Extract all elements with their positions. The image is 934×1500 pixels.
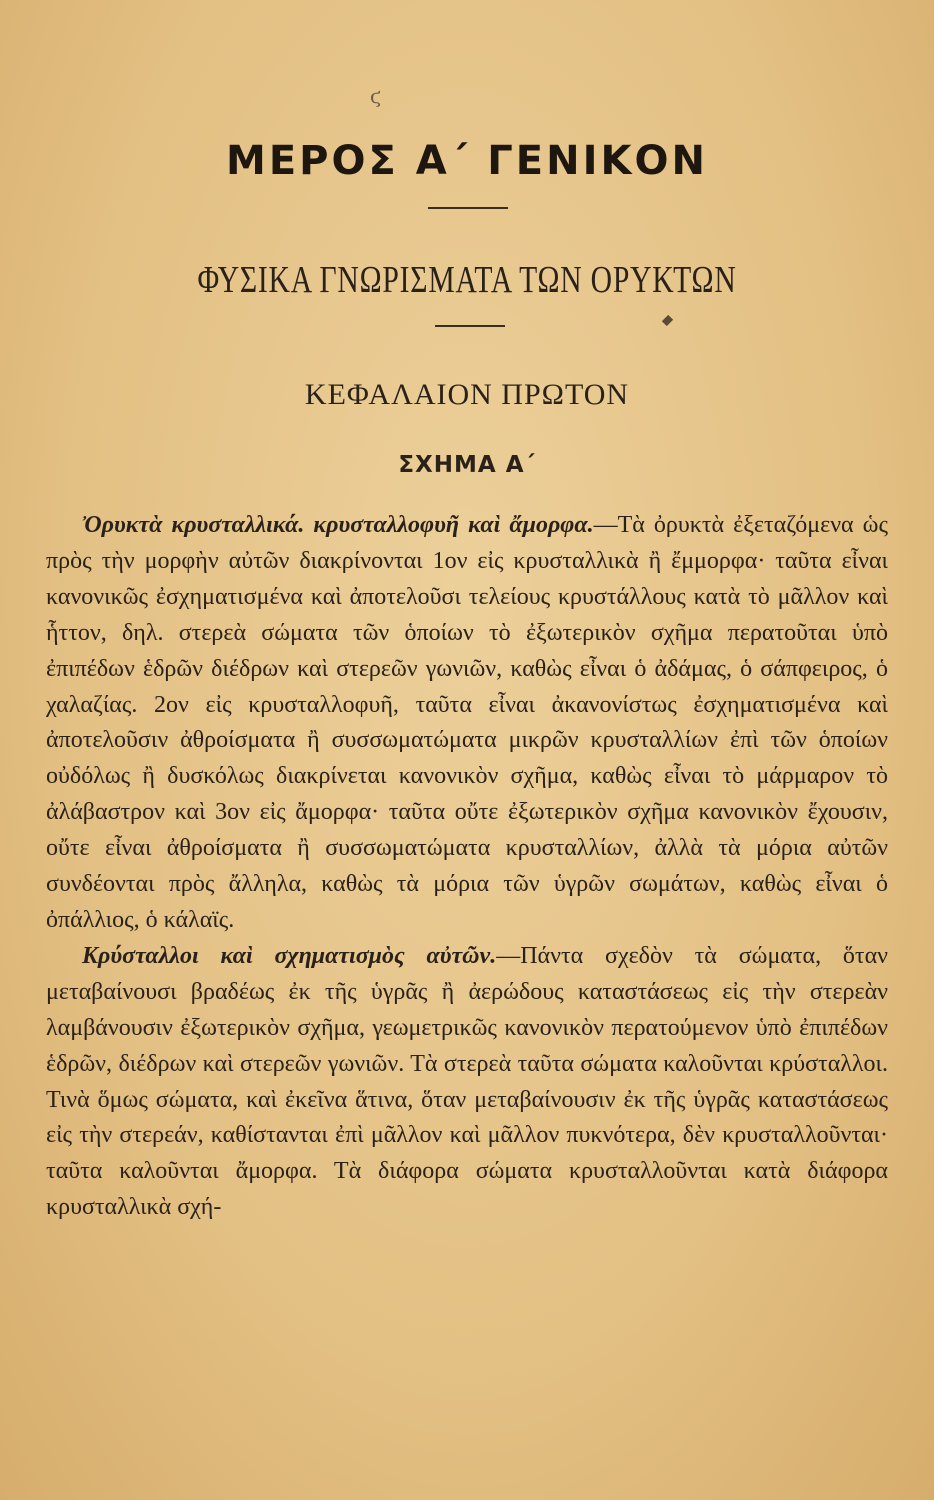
part-title: ΜΕΡΟΣ Α΄ ΓΕΝΙΚΟΝ [226,138,708,184]
chapter-heading: ΚΕΦΑΛΑΙΟΝ ΠΡΩΤΟΝ [304,378,630,411]
paragraph [46,939,888,1226]
paragraph-lead: Ὀρυκτὰ κρυσταλλικά. κρυσταλλοφυῆ καὶ ἄμορφα. [82,512,594,538]
paragraph [46,508,888,939]
divider-rule [435,325,505,327]
main-title: ΦΥΣΙΚΑ ΓΝΩΡΙΣΜΑΤΑ ΤΩΝ ΟΡΥΚΤΩΝ [197,259,737,301]
body-text [46,508,888,1226]
paragraph-lead: Κρύσταλλοι καὶ σχηματισμὸς αὐτῶν. [82,942,497,969]
divider-rule [428,207,508,209]
paragraph-text: —Πάντα σχεδὸν τὰ σώματα, ὅταν μεταβαίνουσι βραδέως ἐκ τῆς ὑγρᾶς ἢ ἀερώδους καταστάσεως εἰς τὴν στερεὰν λαμβάνουσιν ἐξωτερικὸν σχῆμα, γεωμετρικῶς κανονικὸν περατούμενον ὑπὸ ἐπιπέδων ἑδρῶν, διέδρων καὶ στερεῶν γωνιῶν. Τὰ στερεὰ ταῦτα σώματα καλοῦνται κρύσταλλοι. Τινὰ ὅμως σώματα, καὶ ἐκεῖνα ἅτινα, ὅταν μεταβαίνουσιν ἐκ τῆς ὑγρᾶς καταστάσεως εἰς τὴν στερεάν, καθίστανται ἐπὶ μᾶλλον καὶ μᾶλλον πυκνότερα, δὲν κρυσταλλοῦνται· ταῦτα καλοῦνται ἄμορφα. Τὰ διάφορα σώματα κρυσταλλοῦνται κατὰ διάφορα κρυσταλλικὰ σχή- [46,942,888,1221]
paragraph-text: —Τὰ ὀρυκτὰ ἐξεταζόμενα ὡς πρὸς τὴν μορφὴν αὐτῶν διακρίνονται 1ον εἰς κρυσταλλικὰ ἢ ἔμμορφα· ταῦτα εἶναι κανονικῶς ἐσχηματισμένα καὶ ἀποτελοῦσι τελείους κρυστάλλους κατὰ τὸ μᾶλλον καὶ ἧττον, δηλ. στερεὰ σώματα τῶν ὁποίων τὸ ἐξωτερικὸν σχῆμα περατοῦται ὑπὸ ἐπιπέδων ἑδρῶν διέδρων καὶ στερεῶν γωνιῶν, καθὼς εἶναι ὁ ἀδάμας, ὁ σάπφειρος, ὁ χαλαζίας. 2ον εἰς κρυσταλλοφυῆ, ταῦτα εἶναι ἀκανονίστως ἐσχηματισμένα καὶ ἀποτελοῦσιν ἀθροίσματα ἢ συσσωματώματα μικρῶν κρυσταλλίων ἐπὶ τῶν ὁποίων οὐδόλως ἢ δυσκόλως διακρίνεται κανονικὸν σχῆμα, καθὼς εἶναι τὸ μάρμαρον τὸ ἀλάβαστρον καὶ 3ον εἰς ἄμορφα· ταῦτα οὔτε ἐξωτερικὸν σχῆμα κανονικὸν ἔχουσιν, οὔτε εἶναι ἀθροίσματα ἢ συσσωματώματα κρυσταλλίων, ἀλλὰ τὰ μόρια αὐτῶν συνδέονται πρὸς ἄλληλα, καθὼς τὰ μόρια τῶν ὑγρῶν σωμάτων, καθὼς εἶναι ὁ ὀπάλλιος, ὁ κάλαϊς. [46,512,888,933]
ornament-dot [662,315,673,326]
section-heading: ΣΧΗΜΑ Α΄ [398,452,536,478]
page-mark: ϛ [370,84,382,108]
